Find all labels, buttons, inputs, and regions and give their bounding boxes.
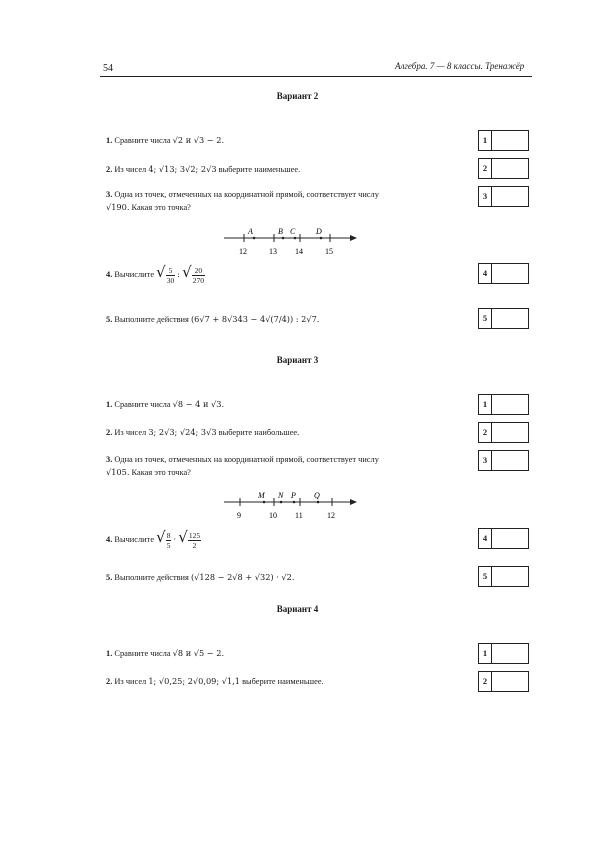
radical-sign: √	[178, 528, 188, 546]
task-number: 3.	[106, 190, 113, 199]
operator: :	[177, 269, 181, 279]
point-label: C	[290, 227, 296, 236]
answer-box-number: 2	[479, 672, 492, 691]
tick-label: 12	[239, 247, 247, 256]
tick-label: 12	[327, 511, 335, 520]
book-title: Алгебра. 7 — 8 классы. Тренажёр	[395, 61, 525, 71]
point-label: N	[278, 491, 284, 500]
task-expression: √8 − 4 и √3.	[172, 399, 225, 409]
axis-arrow	[350, 499, 357, 505]
page-number: 54	[103, 63, 113, 74]
v3-answer-box-2[interactable]	[478, 422, 529, 443]
task-text: Сравните числа	[114, 649, 171, 658]
task-text: Выполните действия	[114, 573, 189, 582]
task-number: 1.	[106, 136, 113, 145]
axis-arrow	[350, 235, 357, 241]
task-number: 2.	[106, 677, 113, 686]
task-expression: √105.	[106, 467, 130, 477]
task-text: Вычислите	[114, 270, 155, 279]
v4-answer-box-1[interactable]	[478, 643, 529, 664]
answer-box-number: 4	[479, 264, 492, 283]
v3-task-1	[106, 398, 224, 411]
answer-box-number: 5	[479, 309, 492, 328]
task-text: Из чисел	[114, 428, 147, 437]
v3-task-2	[106, 426, 299, 439]
v3-answer-box-5[interactable]	[478, 566, 529, 587]
v4-answer-box-2[interactable]	[478, 671, 529, 692]
radical-sign: √	[156, 263, 166, 281]
point	[320, 237, 323, 240]
task-text-2: Какая это точка?	[131, 468, 191, 477]
point	[263, 501, 266, 504]
answer-box-number: 3	[479, 187, 492, 206]
task-expression: 3; 2√3; √24; 3√3	[148, 427, 217, 437]
task-number: 2.	[106, 428, 113, 437]
v2-task-4	[106, 265, 205, 285]
point-label: D	[316, 227, 322, 236]
fraction-a: $\frac{5}{30}$	[166, 265, 175, 285]
variant-4-title: Вариант 4	[276, 604, 319, 614]
answer-box-number: 3	[479, 451, 492, 470]
v2-task-2	[106, 163, 300, 176]
point	[280, 501, 283, 504]
task-text: Из чисел	[114, 165, 147, 174]
tick-label: 10	[269, 511, 277, 520]
v3-answer-box-1[interactable]	[478, 394, 529, 415]
answer-box-number: 1	[479, 395, 492, 414]
v2-answer-box-2[interactable]	[478, 158, 529, 179]
task-text: Сравните числа	[114, 136, 171, 145]
variant-3-title: Вариант 3	[276, 355, 319, 365]
v2-answer-box-4[interactable]	[478, 263, 529, 284]
task-number: 3.	[106, 455, 113, 464]
task-text: Одна из точек, отмеченных на координатной прямой, соответствует числу	[114, 190, 379, 199]
v3-task-4	[106, 530, 201, 550]
variant-2-title: Вариант 2	[276, 91, 319, 101]
answer-box-number: 5	[479, 567, 492, 586]
point	[294, 237, 297, 240]
tick-label: 14	[295, 247, 303, 256]
fraction-b: $\frac{20}{270}$	[192, 265, 204, 285]
v2-answer-box-5[interactable]	[478, 308, 529, 329]
v4-task-2	[106, 675, 324, 688]
answer-box-number: 4	[479, 529, 492, 548]
fraction-a: $\frac{8}{5}$	[166, 530, 171, 550]
operator: ·	[173, 534, 177, 544]
task-number: 2.	[106, 165, 113, 174]
task-tail: выберите наибольшее.	[218, 428, 300, 437]
task-number: 1.	[106, 649, 113, 658]
task-expression: √190.	[106, 202, 130, 212]
task-text: Выполните действия	[114, 315, 189, 324]
v2-number-line	[220, 224, 360, 262]
radical-sign: √	[156, 528, 166, 546]
task-number: 4.	[106, 270, 113, 279]
task-tail: выберите наименьшее.	[218, 165, 301, 174]
v2-answer-box-3[interactable]	[478, 186, 529, 207]
task-expression: (6√7 + 8√343 − 4√(7/4)) : 2√7.	[190, 314, 320, 324]
v4-task-1	[106, 647, 224, 660]
point-label: B	[278, 227, 283, 236]
radical-sign: √	[182, 263, 192, 281]
task-number: 5.	[106, 573, 113, 582]
fraction-b: $\frac{125}{2}$	[188, 530, 201, 550]
v2-task-3	[106, 189, 379, 214]
point-label: P	[291, 491, 296, 500]
answer-box-number: 2	[479, 159, 492, 178]
task-expression: √2 и √3 − 2.	[172, 135, 225, 145]
task-expression: (√128 − 2√8 + √32) · √2.	[190, 572, 295, 582]
tick-label: 13	[269, 247, 277, 256]
v3-task-5	[106, 571, 294, 584]
tick-label: 11	[295, 511, 303, 520]
answer-box-number: 1	[479, 131, 492, 150]
v3-task-3	[106, 454, 379, 479]
v3-number-line	[220, 488, 360, 526]
point	[282, 237, 285, 240]
task-text: Из чисел	[114, 677, 147, 686]
task-number: 5.	[106, 315, 113, 324]
point-label: Q	[314, 491, 320, 500]
task-expression: 1; √0,25; 2√0,09; √1,1	[148, 676, 240, 686]
task-expression: √8 и √5 − 2.	[172, 648, 225, 658]
point-label: A	[248, 227, 253, 236]
task-number: 1.	[106, 400, 113, 409]
task-text: Сравните числа	[114, 400, 171, 409]
point	[253, 237, 256, 240]
v2-task-5	[106, 313, 319, 326]
task-text: Одна из точек, отмеченных на координатной прямой, соответствует числу	[114, 455, 379, 464]
tick-label: 9	[237, 511, 241, 520]
point	[317, 501, 320, 504]
task-number: 4.	[106, 535, 113, 544]
task-expression: 4; √13; 3√2; 2√3	[148, 164, 217, 174]
task-text-2: Какая это точка?	[131, 203, 191, 212]
v2-task-1	[106, 134, 224, 147]
v2-answer-box-1[interactable]	[478, 130, 529, 151]
point	[293, 501, 296, 504]
point-label: M	[258, 491, 265, 500]
tick-label: 15	[325, 247, 333, 256]
v3-answer-box-3[interactable]	[478, 450, 529, 471]
task-tail: выберите наименьшее.	[242, 677, 324, 686]
v3-answer-box-4[interactable]	[478, 528, 529, 549]
answer-box-number: 2	[479, 423, 492, 442]
answer-box-number: 1	[479, 644, 492, 663]
task-text: Вычислите	[114, 535, 155, 544]
header-rule	[100, 76, 532, 77]
